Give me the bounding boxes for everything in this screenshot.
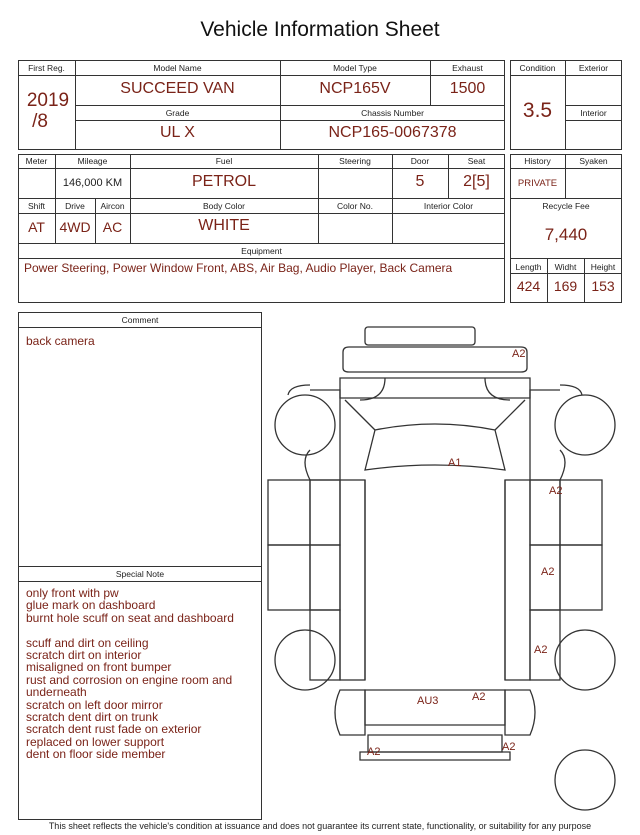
equipment-value: Power Steering, Power Window Front, ABS, Air Bag, Audio Player, Back Camera bbox=[24, 261, 453, 275]
chassis-value: NCP165-0067378 bbox=[328, 124, 457, 141]
shift-value: AT bbox=[28, 219, 45, 235]
aircon-value: AC bbox=[102, 219, 123, 235]
length-label: Length bbox=[515, 262, 542, 272]
special-note-label: Special Note bbox=[115, 569, 165, 579]
comment-label: Comment bbox=[121, 315, 159, 325]
first-reg-month: /8 bbox=[32, 111, 48, 132]
steering-label: Steering bbox=[339, 156, 371, 166]
height-label: Height bbox=[590, 262, 616, 272]
chassis-label: Chassis Number bbox=[361, 108, 424, 118]
seat-value: 2[5] bbox=[463, 173, 490, 190]
door-value: 5 bbox=[415, 173, 425, 190]
model-name-value: SUCCEED VAN bbox=[120, 80, 235, 97]
exhaust-label: Exhaust bbox=[452, 63, 483, 73]
recycle-label: Recycle Fee bbox=[542, 201, 590, 211]
aircon-label: Aircon bbox=[100, 201, 125, 211]
damage-trunk-right: A2 bbox=[472, 691, 486, 703]
height-value: 153 bbox=[591, 278, 615, 294]
interior-label: Interior bbox=[580, 108, 607, 118]
exhaust-value: 1500 bbox=[449, 80, 486, 97]
model-name-label: Model Name bbox=[153, 63, 202, 73]
fuel-label: Fuel bbox=[215, 156, 233, 166]
width-value: 169 bbox=[553, 278, 578, 294]
special-note-line: scratch dirt on interior bbox=[26, 648, 142, 663]
interior-color-label: Interior Color bbox=[423, 201, 474, 211]
body-color-value: WHITE bbox=[198, 217, 250, 234]
damage-trunk-left: AU3 bbox=[417, 695, 439, 707]
length-value: 424 bbox=[516, 278, 541, 294]
exterior-label: Exterior bbox=[578, 63, 609, 73]
mileage-value: 146,000 KM bbox=[62, 177, 123, 189]
damage-roof: A2 bbox=[512, 348, 526, 360]
first-reg-year: 2019 bbox=[26, 90, 70, 111]
first-reg-label: First Reg. bbox=[28, 63, 65, 73]
fuel-value: PETROL bbox=[191, 173, 256, 190]
mileage-label: Mileage bbox=[77, 156, 108, 166]
shift-label: Shift bbox=[27, 201, 45, 211]
damage-right-rear: A2 bbox=[534, 644, 548, 656]
special-note-line: rust and corrosion on engine room and bbox=[26, 672, 233, 687]
door-label: Door bbox=[410, 156, 430, 166]
special-note-line: scratch dent rust fade on exterior bbox=[26, 722, 202, 737]
history-value: PRIVATE bbox=[517, 178, 558, 189]
footer-disclaimer: This sheet reflects the vehicle's condition at issuance and does not guarantee its current state, functionality, or suitability for any purpose bbox=[48, 821, 592, 831]
special-note-line: misaligned on front bumper bbox=[26, 660, 172, 675]
comment-text: back camera bbox=[26, 334, 95, 348]
special-note-line: replaced on lower support bbox=[26, 734, 165, 749]
syaken-label: Syaken bbox=[579, 156, 608, 166]
page-title: Vehicle Information Sheet bbox=[200, 18, 440, 41]
history-label: History bbox=[524, 156, 551, 166]
special-note-line: glue mark on dashboard bbox=[26, 598, 156, 613]
meter-label: Meter bbox=[25, 156, 48, 166]
width-label: Widht bbox=[554, 262, 577, 272]
condition-label: Condition bbox=[519, 63, 556, 73]
drive-value: 4WD bbox=[59, 219, 91, 235]
color-no-label: Color No. bbox=[337, 201, 373, 211]
special-note-line: dent on floor side member bbox=[26, 747, 166, 762]
recycle-value: 7,440 bbox=[544, 225, 588, 244]
damage-rear-left: A2 bbox=[367, 746, 381, 758]
special-note-line: scuff and dirt on ceiling bbox=[26, 635, 149, 650]
model-type-value: NCP165V bbox=[319, 80, 391, 97]
damage-right-front: A2 bbox=[549, 485, 563, 497]
special-note-line: scratch on left door mirror bbox=[26, 697, 163, 712]
grade-value: UL X bbox=[160, 124, 195, 141]
damage-hood: A1 bbox=[448, 457, 462, 469]
special-note-line: burnt hole scuff on seat and dashboard bbox=[26, 610, 234, 625]
damage-rear-right: A2 bbox=[502, 741, 516, 753]
special-note-line: scratch dent dirt on trunk bbox=[26, 710, 159, 725]
model-type-label: Model Type bbox=[333, 63, 377, 73]
equipment-label: Equipment bbox=[241, 246, 282, 256]
seat-label: Seat bbox=[467, 156, 486, 166]
drive-label: Drive bbox=[65, 201, 85, 211]
special-note-line: underneath bbox=[26, 685, 87, 700]
grade-label: Grade bbox=[165, 108, 190, 118]
condition-score: 3.5 bbox=[522, 99, 553, 122]
damage-right-door: A2 bbox=[541, 566, 555, 578]
special-note-line: only front with pw bbox=[26, 586, 119, 600]
body-color-label: Body Color bbox=[202, 201, 246, 211]
